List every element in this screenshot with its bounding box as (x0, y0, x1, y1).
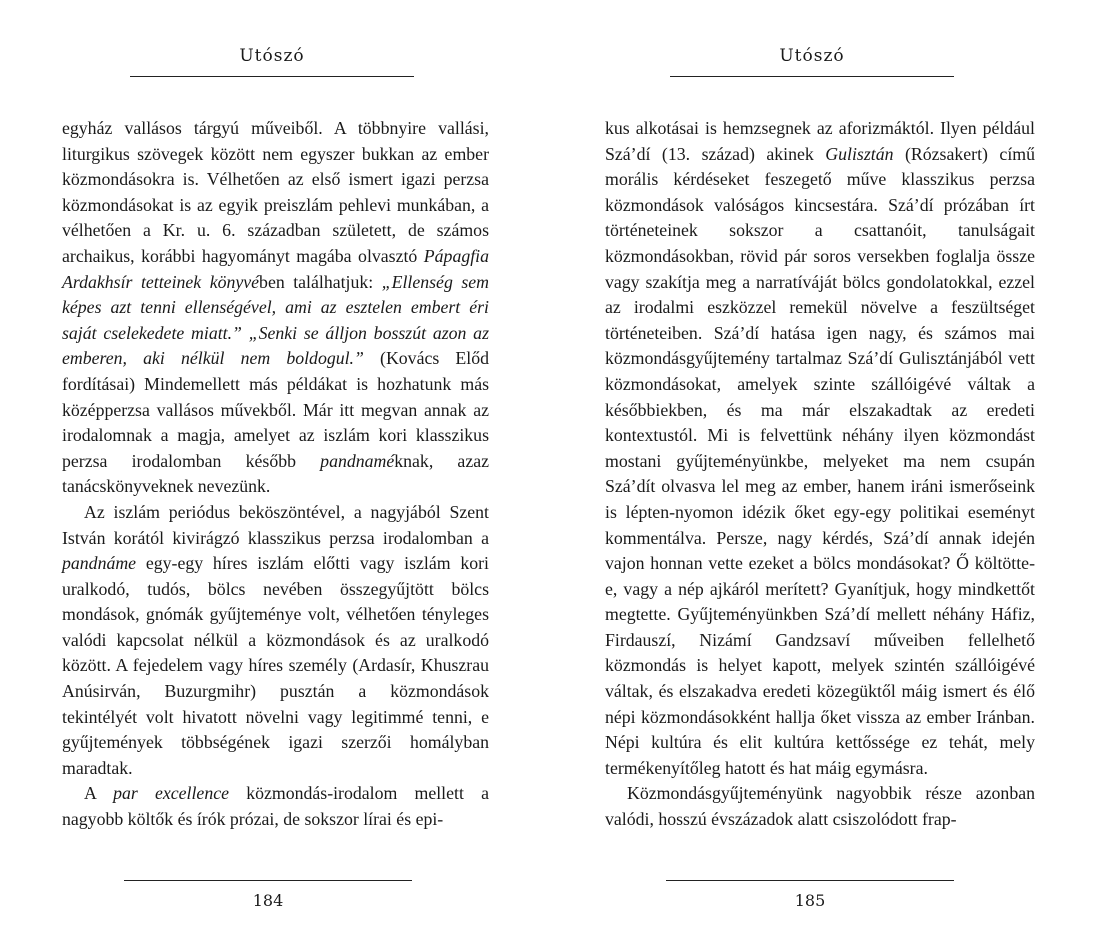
body-text (62, 116, 489, 833)
header-rule (130, 76, 414, 77)
left-page (0, 0, 547, 931)
body-text (605, 116, 1035, 833)
italic-run: Gulisztán (825, 143, 894, 164)
paragraph (62, 781, 489, 832)
text-run: ben találhatjuk: (259, 271, 382, 292)
paragraph (62, 500, 489, 782)
italic-run: Pápagfia Ardakhsír tetteinek könyvé (62, 245, 489, 292)
paragraph (605, 116, 1035, 781)
paragraph (62, 116, 489, 500)
footer-rule (666, 880, 954, 881)
text-run: (Kovács Előd fordításai) Mindemellett más példákat is hozhatunk más középperzsa vallásos művekből. Már itt megvan annak az irodalomnak a magja, amelyet az iszlám kori klasszikus perzsa irodalomban később (62, 348, 489, 471)
text-run: kus alkotásai is hemzsegnek az aforizmáktól. Ilyen például Szá’dí (13. század) akinek (605, 118, 1035, 164)
text-run: egyház vallásos tárgyú műveiből. A többnyire vallási, liturgikus szövegek között nem egyszer bukkan az ember közmondásokra is. Vélhetően az első ismert igazi perzsa közmondásokat is az egyik preiszlám pehlevi munkában, a vélhetően a Kr. u. 6. században született, de számos archaikus, korábbi hagyományt magába olvasztó (62, 118, 489, 266)
text-run: (Rózsakert) című morális kérdéseket feszegető műve klasszikus perzsa közmondások valóságos kincsestára. Szá’dí prózában írt történeteinek sokszor a csattanóit, tanulságait közmondásokban, rövid pár soros versekben foglalja össze vagy szakítja meg a narratíváját bölcs gondolatokkal, ezzel az irodalmi eszközzel remekül növelve a feszültséget történeteiben. Szá’dí hatása igen nagy, és számos mai közmondásgyűjtemény tartalmaz Szá’dí Gulisztánjából vett közmondásokat, amelyek szinte szállóigévé váltak a későbbiekben, és ma már elszakadtak az eredeti kontextustól. Mi is felvettünk néhány ilyen közmondást mostani gyűjteményünkbe, melyeket ma nem csupán Szá’dít olvasva lel meg az ember, hanem iráni ismerőseink is lépten-nyomon idézik őket egy-egy politikai eseményt kommentálva. Persze, nagy kérdés, Szá’dí annak idején vajon honnan vette ezeket a bölcs mondásokat? Ő költötte-e, vagy a nép ajkáról merített? Gyanítjuk, hogy mindkettőt megtette. Gyűjteményünkben Szá’dí mellett néhány Háfiz, Firdauszí, Nizámí Gandzsaví műveiben fellelhető közmondás is helyet kapott, melyek szintén szállóigévé váltak, és elszakadva eredeti közegüktől máig ismert és élő népi közmondásokként hallja őket vissza az ember Iránban. Népi kultúra és elit kultúra kettőssége ez tehát, mely termékenyítőleg hatott és hat máig egymásra. (605, 143, 1035, 778)
running-header: Utószó (779, 46, 845, 66)
text-run: knak, azaz tanácskönyveknek nevezünk. (62, 450, 489, 497)
page-number: 184 (252, 891, 284, 910)
running-header: Utószó (239, 46, 305, 66)
footer-rule (124, 880, 412, 881)
page-number: 185 (794, 891, 826, 910)
italic-run: pandnáme (62, 553, 137, 574)
right-page (547, 0, 1095, 931)
paragraph (605, 781, 1035, 832)
italic-run: par excellence (113, 783, 229, 804)
text-run: egy-egy híres iszlám előtti vagy iszlám kori uralkodó, tudós, bölcs nevében összegyűjtött bölcs mondások, gnómák gyűjteménye volt, vélhetően tényleges valódi kapcsolat nélkül a közmondások és az uralkodó között. A fejedelem vagy híres személy (Ardasír, Khuszrau Anúsirván, Buzurgmihr) pusztán a közmondások tekintélyét volt hivatott növelni vagy legitimmé tenni, e gyűjtemények többségének igazi szerzői homályban maradtak. (62, 553, 489, 778)
text-run: A (84, 783, 114, 804)
italic-run: „Ellenség sem képes azt tenni ellenségével, ami az esztelen embert éri saját cselekedete miatt.” „Senki se álljon bosszút azon az emberen, aki nélkül nem boldogul.” (62, 271, 489, 369)
header-rule (670, 76, 954, 77)
italic-run: pandnamé (320, 450, 395, 471)
text-run: Közmondásgyűjteményünk nagyobbik része azonban valódi, hosszú évszázadok alatt csiszolódott frap- (605, 783, 1035, 830)
text-run: közmondás-irodalom mellett a nagyobb költők és írók prózai, de sokszor lírai és epi- (62, 783, 489, 830)
text-run: Az iszlám periódus beköszöntével, a nagyjából Szent István korától kivirágzó klasszikus perzsa irodalomban a (62, 501, 489, 548)
